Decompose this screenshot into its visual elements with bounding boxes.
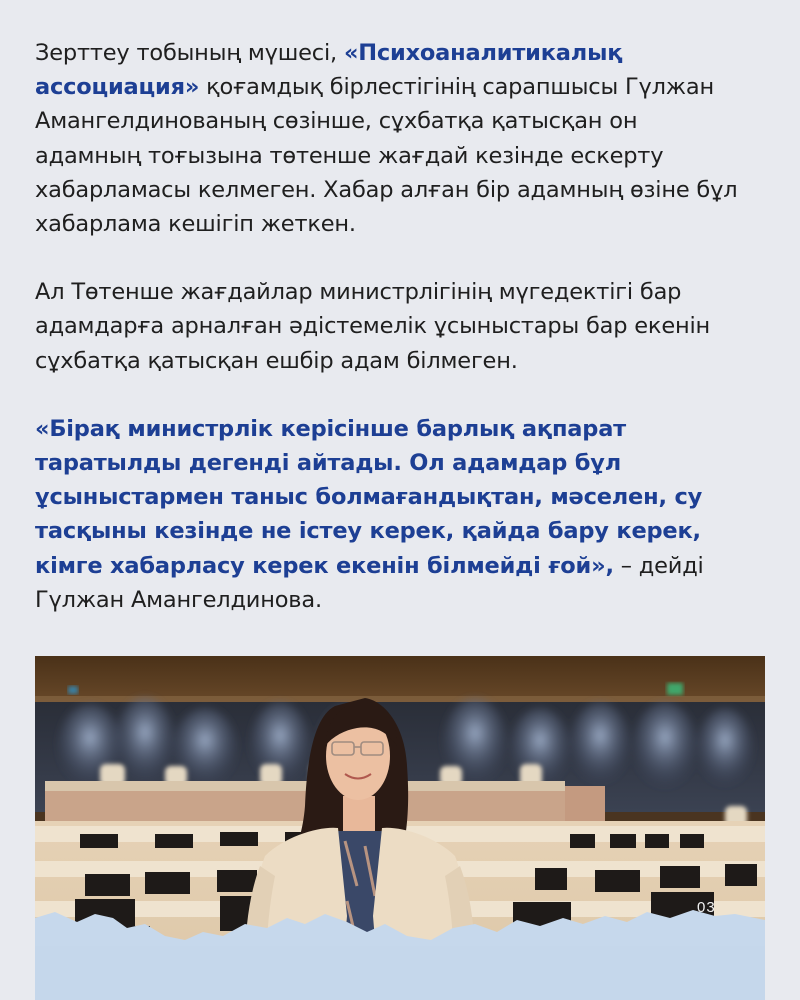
attribution-line: Гүлжан Амангелдинова.	[35, 586, 322, 613]
quote-line: «Бірақ министрлік керісінше барлық ақпарат	[35, 415, 627, 442]
attribution-span: – дейді	[613, 552, 704, 579]
quote-line: таратылды дегенді айтады. Ол адамдар бұл	[35, 450, 622, 477]
text-span: қоғамдық бірлестігінің сарапшысы Гүлжан	[199, 74, 714, 101]
text-line: хабарламасы келмеген. Хабар алған бір адамның өзіне бұл	[35, 176, 738, 203]
text-line	[35, 549, 765, 583]
quote-line: тасқыны кезінде не істеу керек, қайда бару керек,	[35, 518, 701, 545]
article-photo	[35, 656, 765, 1000]
text-line: Ал Төтенше жағдайлар министрлігінің мүгедектігі бар	[35, 279, 682, 306]
text-line: сұхбатқа қатысқан ешбір адам білмеген.	[35, 347, 518, 374]
article-body	[35, 36, 765, 651]
quote-line: ұсыныстармен таныс болмағандықтан, мәселен, су	[35, 484, 703, 511]
text-line: хабарлама кешігіп жеткен.	[35, 211, 356, 238]
text-line	[35, 36, 765, 70]
paragraph-3-quote	[35, 412, 765, 617]
text-line: Амангелдинованың сөзінше, сұхбатқа қатысқан он	[35, 108, 638, 135]
quote-span: кімге хабарласу керек екенін білмейді ғой»,	[35, 552, 614, 579]
conference-hall-photo-illustration	[35, 656, 765, 1000]
text-line	[35, 70, 765, 104]
page-number-indicator: 03	[697, 899, 716, 916]
paragraph-1	[35, 36, 765, 241]
text-span: Зерттеу тобының мүшесі,	[35, 40, 344, 66]
organization-name-highlight: ассоциация»	[35, 74, 200, 101]
paragraph-2	[35, 275, 765, 378]
organization-name-highlight: «Психоаналитикалық	[343, 40, 623, 66]
text-line: адамдарға арналған әдістемелік ұсыныстары бар екенін	[35, 313, 711, 340]
text-line: адамның тоғызына төтенше жағдай кезінде ескерту	[35, 142, 664, 169]
